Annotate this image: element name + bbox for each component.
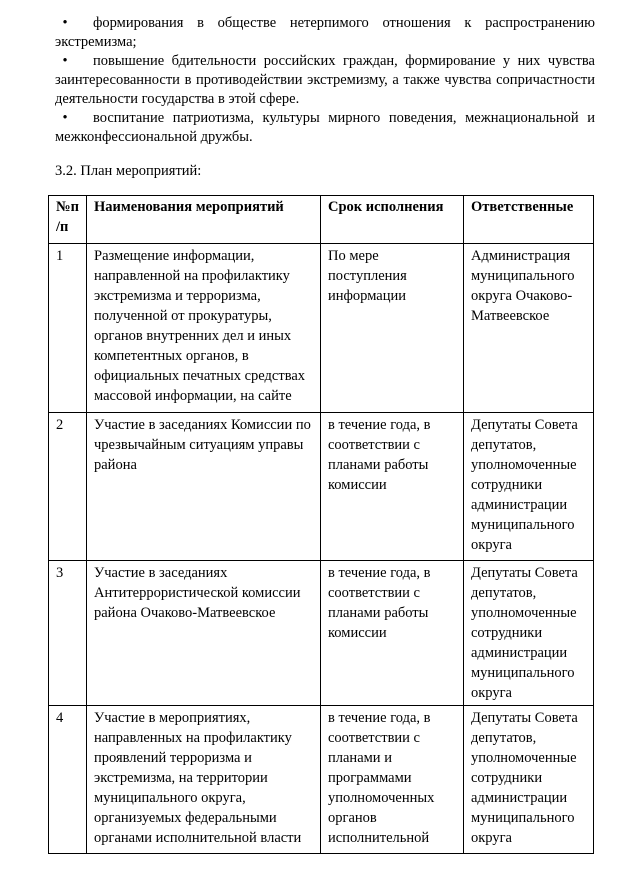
bullet-item (55, 14, 595, 52)
header-responsible: Ответственные (464, 196, 594, 244)
cell-event-name: Участие в мероприятиях, направленных на профилактику проявлений терроризма и экстремизма, на территории муниципального округа, организуемых федеральными органами исполнительной власти (87, 706, 321, 854)
bullet-text: формирования в обществе нетерпимого отношения к распространению экстремизма; (55, 15, 595, 50)
header-number: №п /п (49, 196, 87, 244)
cell-responsible: Депутаты Совета депутатов, уполномоченные сотрудники администрации муниципального округа (464, 413, 594, 561)
table-row (49, 413, 594, 561)
header-deadline: Срок исполнения (321, 196, 464, 244)
cell-number: 1 (49, 244, 87, 413)
bullet-marker: • (62, 110, 68, 126)
bullet-text: повышение бдительности российских граждан, формирование у них чувства заинтересованности в противодействии экстремизму, а также чувства сопричастности деятельности государства в этой сфере. (55, 53, 595, 107)
cell-number: 4 (49, 706, 87, 854)
bullet-item (55, 109, 595, 147)
cell-number: 3 (49, 561, 87, 706)
table-header-row (49, 196, 594, 244)
bullet-marker: • (62, 15, 68, 31)
cell-deadline: в течение года, в соответствии с планами работы комиссии (321, 413, 464, 561)
table-row (49, 561, 594, 706)
goals-bullet-list (55, 14, 595, 147)
cell-responsible: Депутаты Совета депутатов, уполномоченные сотрудники администрации муниципального округа (464, 561, 594, 706)
bullet-marker: • (62, 53, 68, 69)
cell-deadline: в течение года, в соответствии с планами работы комиссии (321, 561, 464, 706)
table-row (49, 706, 594, 854)
cell-event-name: Участие в заседаниях Антитеррористической комиссии района Очаково-Матвеевское (87, 561, 321, 706)
cell-responsible: Депутаты Совета депутатов, уполномоченные сотрудники администрации муниципального округа (464, 706, 594, 854)
bullet-text: воспитание патриотизма, культуры мирного поведения, межнациональной и межконфессиональной дружбы. (55, 110, 595, 145)
cell-responsible: Администрация муниципального округа Очаково-Матвеевское (464, 244, 594, 413)
header-event-name: Наименования мероприятий (87, 196, 321, 244)
cell-event-name: Размещение информации, направленной на профилактику экстремизма и терроризма, полученной от прокуратуры, органов внутренних дел и иных компетентных органов, в официальных печатных средствах массовой информации, на сайте (87, 244, 321, 413)
cell-event-name: Участие в заседаниях Комиссии по чрезвычайным ситуациям управы района (87, 413, 321, 561)
table-row (49, 244, 594, 413)
cell-number: 2 (49, 413, 87, 561)
cell-deadline: По мере поступления информации (321, 244, 464, 413)
plan-table (48, 195, 594, 854)
section-heading: 3.2. План мероприятий: (55, 163, 202, 179)
bullet-item (55, 52, 595, 109)
cell-deadline: в течение года, в соответствии с планами и программами уполномоченных органов исполнительной (321, 706, 464, 854)
